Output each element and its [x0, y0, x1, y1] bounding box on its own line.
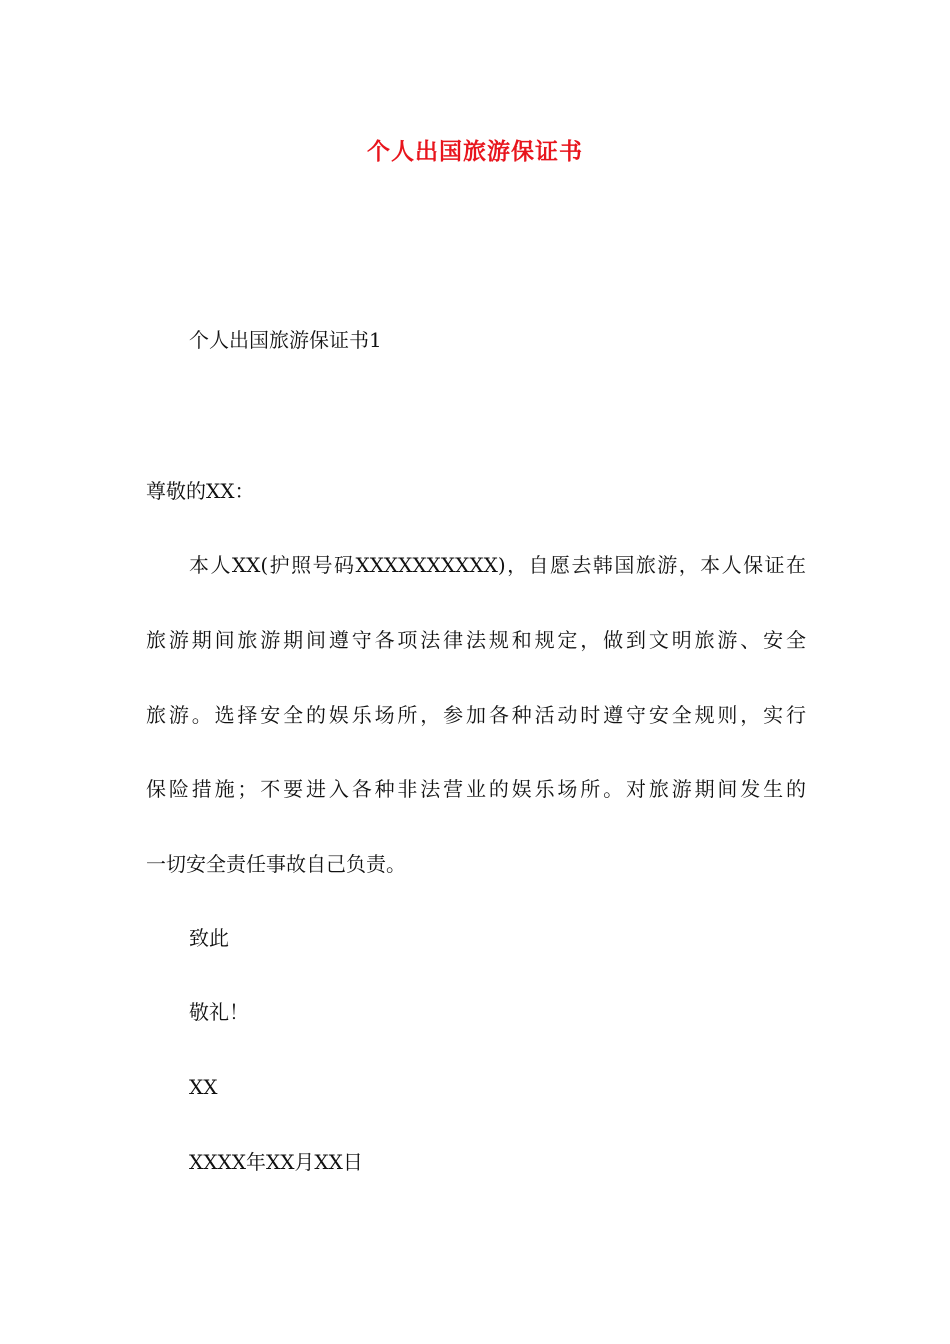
signature-date: XXXX年XX月XX日 [189, 1150, 363, 1174]
document-subtitle: 个人出国旅游保证书1 [189, 328, 382, 352]
body-line: 旅游期间旅游期间遵守各项法律法规和规定，做到文明旅游、安全 [146, 628, 806, 652]
salutation: 尊敬的XX： [146, 479, 255, 503]
closing-salute: 敬礼！ [189, 1000, 249, 1024]
body-line: 保险措施；不要进入各种非法营业的娱乐场所。对旅游期间发生的 [146, 777, 806, 801]
signature: XX [189, 1075, 218, 1099]
document-title: 个人出国旅游保证书 [367, 138, 583, 165]
body-line: 本人XX(护照号码XXXXXXXXXX)，自愿去韩国旅游，本人保证在 [189, 553, 806, 577]
body-line: 一切安全责任事故自己负责。 [146, 852, 406, 876]
body-line: 旅游。选择安全的娱乐场所，参加各种活动时遵守安全规则，实行 [146, 703, 806, 727]
closing-line: 致此 [189, 926, 229, 950]
